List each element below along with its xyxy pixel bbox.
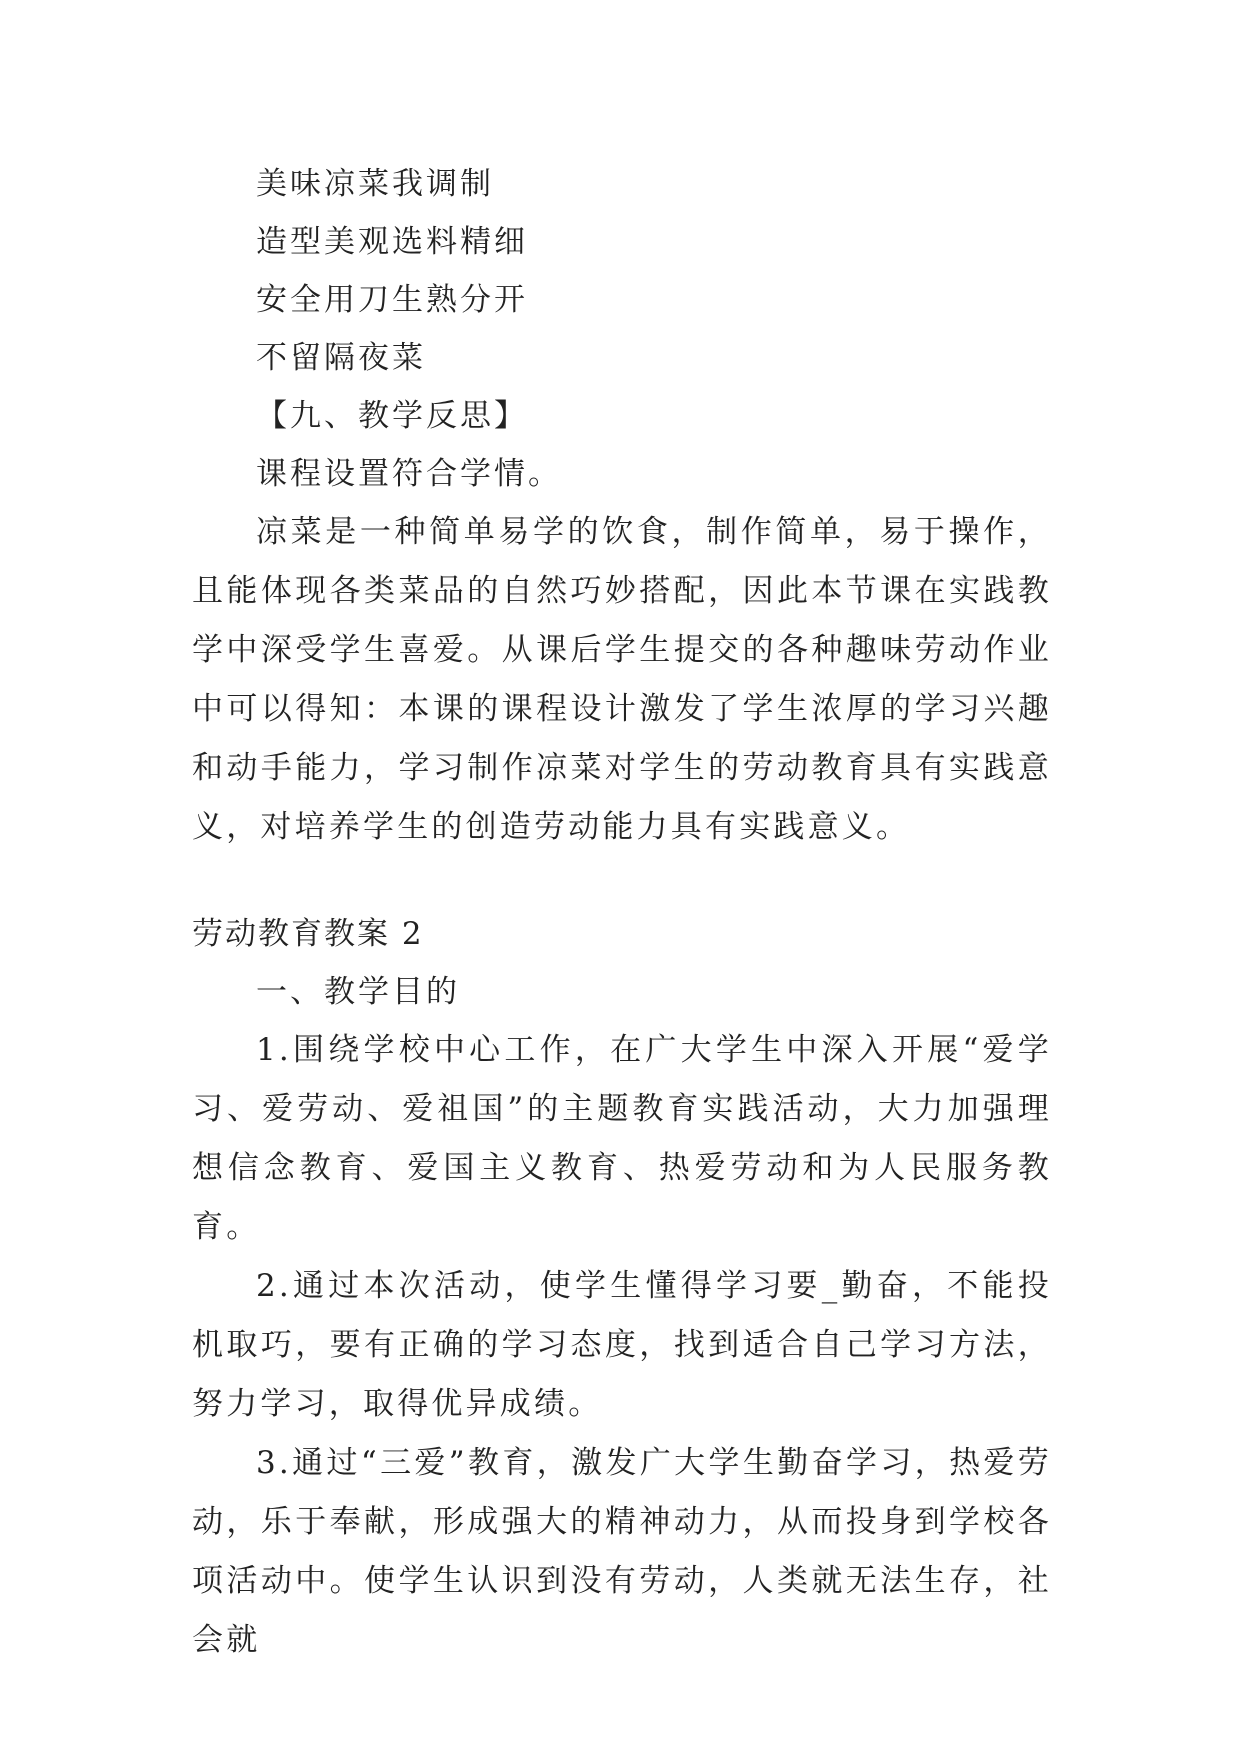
- objective-item-1: 1.围绕学校中心工作，在广大学生中深入开展“爱学习、爱劳动、爱祖国”的主题教育实践活动，大力加强理想信念教育、爱国主义教育、热爱劳动和为人民服务教育。: [192, 1032, 1052, 1245]
- section-heading-objectives: 一、教学目的: [256, 974, 460, 1010]
- reflection-lead: 课程设置符合学情。: [256, 456, 562, 492]
- verse-line-3: 安全用刀生熟分开: [256, 282, 528, 318]
- reflection-paragraph: 凉菜是一种简单易学的饮食，制作简单，易于操作，且能体现各类菜品的自然巧妙搭配，因此本节课在实践教学中深受学生喜爱。从课后学生提交的各种趣味劳动作业中可以得知：本课的课程设计激发了学生浓厚的学习兴趣和动手能力，学习制作凉菜对学生的劳动教育具有实践意义，对培养学生的创造劳动能力具有实践意义。: [192, 514, 1052, 845]
- objective-item-2: 2.通过本次活动，使学生懂得学习要_勤奋，不能投机取巧，要有正确的学习态度，找到适合自己学习方法，努力学习，取得优异成绩。: [192, 1268, 1052, 1422]
- verse-line-4: 不留隔夜菜: [256, 340, 426, 376]
- section-heading-reflection: 【九、教学反思】: [256, 398, 528, 434]
- verse-line-1: 美味凉菜我调制: [256, 166, 494, 202]
- objective-item-3: 3.通过“三爱”教育，激发广大学生勤奋学习，热爱劳动，乐于奉献，形成强大的精神动力，从而投身到学校各项活动中。使学生认识到没有劳动，人类就无法生存，社会就: [192, 1445, 1052, 1658]
- document-title-2: 劳动教育教案 2: [192, 916, 424, 952]
- verse-line-2: 造型美观选料精细: [256, 224, 528, 260]
- document-body: [192, 155, 1052, 1670]
